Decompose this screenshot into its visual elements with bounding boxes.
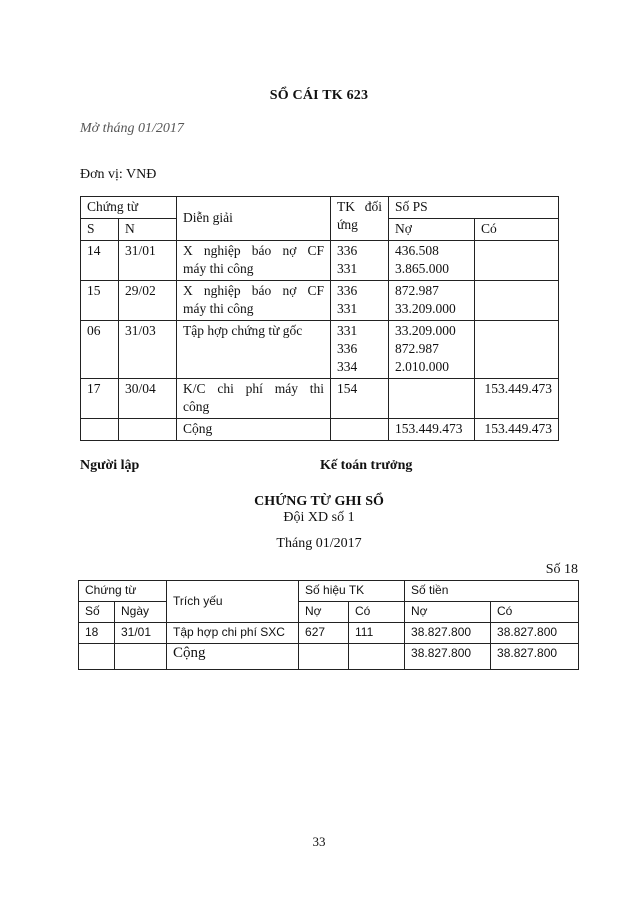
total-co: 153.449.473 — [475, 419, 559, 441]
table-row — [81, 281, 559, 321]
cell-no: 872.987 33.209.000 — [389, 281, 475, 321]
cell-s: 15 — [81, 281, 119, 321]
header-so-tien: Số tiền — [405, 581, 579, 602]
total-tien-co: 38.827.800 — [491, 644, 579, 670]
cell-n: 30/04 — [119, 379, 177, 419]
chief-accountant-label: Kế toán trưởng — [320, 458, 413, 473]
header-tk-doi-ung: TK đối ứng — [331, 197, 389, 241]
cell-tk-no: 627 — [299, 623, 349, 644]
header-chung-tu: Chứng từ — [79, 581, 167, 602]
cell-co — [475, 241, 559, 281]
total-tien-no: 38.827.800 — [405, 644, 491, 670]
total-row — [81, 419, 559, 441]
header-tien-no: Nợ — [405, 602, 491, 623]
cell-no — [389, 379, 475, 419]
cell-tk-co: 111 — [349, 623, 405, 644]
voucher-month: Tháng 01/2017 — [276, 536, 362, 551]
cell-no: 436.508 3.865.000 — [389, 241, 475, 281]
voucher-header-row-1 — [79, 581, 579, 602]
cell-desc: X nghiệp báo nợ CF máy thi công — [177, 241, 331, 281]
ledger-month: Mở tháng 01/2017 — [80, 121, 184, 136]
cell-co — [475, 281, 559, 321]
header-tk-no: Nợ — [299, 602, 349, 623]
cell-desc: K/C chi phí máy thi công — [177, 379, 331, 419]
cell-tien-no: 38.827.800 — [405, 623, 491, 644]
voucher-team: Đội XD số 1 — [283, 510, 355, 525]
cell-tk: 154 — [331, 379, 389, 419]
header-no: Nợ — [389, 219, 475, 241]
voucher-title: CHỨNG TỪ GHI SỔ — [254, 494, 384, 509]
cell-co — [475, 321, 559, 379]
header-tien-co: Có — [491, 602, 579, 623]
cell-s: 14 — [81, 241, 119, 281]
table-row — [79, 623, 579, 644]
table-row — [81, 241, 559, 281]
cell-desc: X nghiệp báo nợ CF máy thi công — [177, 281, 331, 321]
total-label: Cộng — [167, 644, 299, 670]
header-tk-co: Có — [349, 602, 405, 623]
total-row — [79, 644, 579, 670]
header-dien-giai: Diễn giải — [177, 197, 331, 241]
cell-tk: 336 331 — [331, 281, 389, 321]
header-trich-yeu: Trích yếu — [167, 581, 299, 623]
cell-n: 31/01 — [119, 241, 177, 281]
cell-no: 33.209.000 872.987 2.010.000 — [389, 321, 475, 379]
header-so: Số — [79, 602, 115, 623]
table-row — [81, 379, 559, 419]
cell-s: 06 — [81, 321, 119, 379]
table-row — [81, 321, 559, 379]
cell-n: 29/02 — [119, 281, 177, 321]
cell-desc: Tập hợp chứng từ gốc — [177, 321, 331, 379]
header-chung-tu: Chứng từ — [81, 197, 177, 219]
header-ngay: Ngày — [115, 602, 167, 623]
cell-ngay: 31/01 — [115, 623, 167, 644]
voucher-number: Số 18 — [545, 562, 578, 577]
header-n: N — [119, 219, 177, 241]
header-co: Có — [475, 219, 559, 241]
cell-s: 17 — [81, 379, 119, 419]
voucher-header-row-2 — [79, 602, 579, 623]
total-no: 153.449.473 — [389, 419, 475, 441]
header-so-ps: Số PS — [389, 197, 559, 219]
cell-co: 153.449.473 — [475, 379, 559, 419]
cell-tk: 331 336 334 — [331, 321, 389, 379]
cell-trich-yeu: Tập hợp chi phí SXC — [167, 623, 299, 644]
header-so-hieu-tk: Số hiệu TK — [299, 581, 405, 602]
total-label: Cộng — [177, 419, 331, 441]
preparer-label: Người lập — [80, 458, 140, 473]
page-number: 33 — [312, 834, 326, 849]
ledger-header-row-1 — [81, 197, 559, 219]
cell-so: 18 — [79, 623, 115, 644]
header-s: S — [81, 219, 119, 241]
voucher-table — [78, 580, 579, 670]
cell-tien-co: 38.827.800 — [491, 623, 579, 644]
cell-n: 31/03 — [119, 321, 177, 379]
ledger-title: SỔ CÁI TK 623 — [269, 88, 369, 103]
cell-tk: 336 331 — [331, 241, 389, 281]
currency-unit: Đơn vị: VNĐ — [80, 167, 157, 182]
ledger-table — [80, 196, 559, 441]
